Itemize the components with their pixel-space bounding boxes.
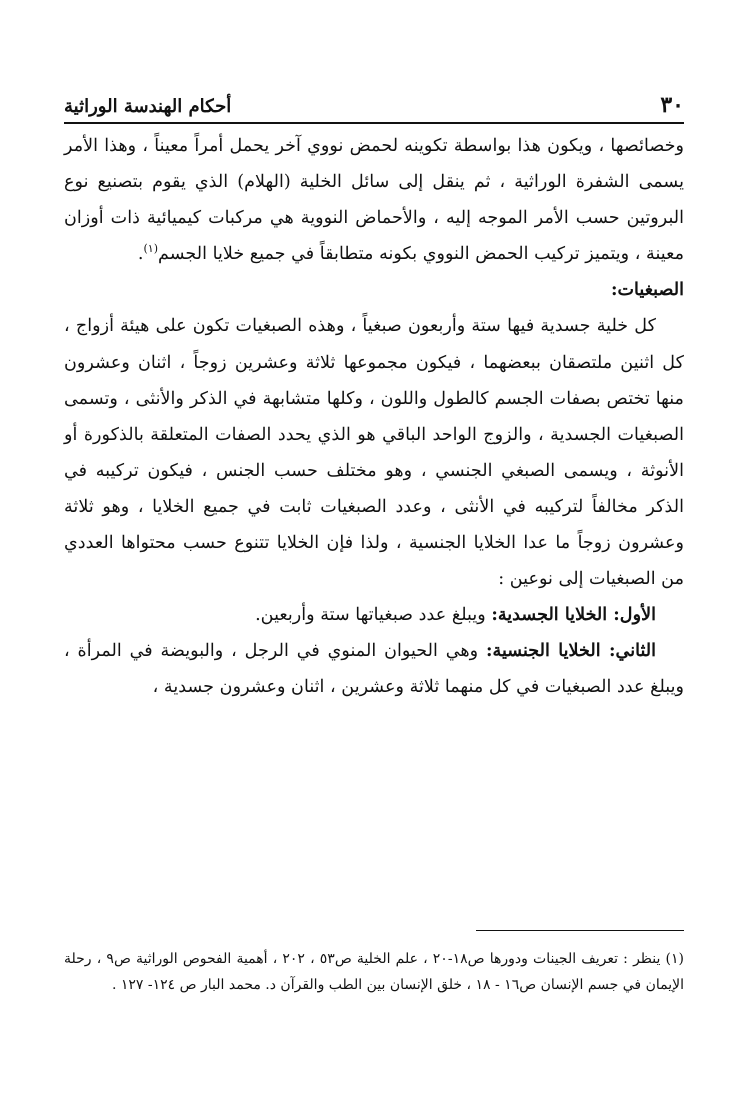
page-header [64, 82, 684, 124]
page-number: ٣٠ [660, 92, 684, 118]
footnote-divider [476, 930, 684, 931]
list-item-text: ويبلغ عدد صبغياتها ستة وأربعين. [255, 605, 492, 626]
list-item [64, 633, 684, 705]
running-title: أحكام الهندسة الوراثية [64, 96, 232, 117]
paragraph [64, 128, 684, 272]
list-item-text: وهي الحيوان المنوي في الرجل ، والبويضة في المرأة ، ويبلغ عدد الصبغيات في كل منهما ثلاثة وعشرين ، اثنان وعشرون جسدية ، [64, 641, 684, 698]
footnotes [64, 946, 684, 998]
list-item-term: الثاني: الخلايا الجنسية: [486, 640, 657, 662]
list-item [64, 597, 684, 633]
paragraph-text: وخصائصها ، ويكون هذا بواسطة تكوينه لحمض نووي آخر يحمل أمراً معيناً ، وهذا الأمر يسمى الشفرة الوراثية ، ثم ينقل إلى سائل الخلية (الهلام) الذي يقوم بتصنيع نوع البروتين حسب الأمر الموجه إليه ، والأحماض النووية هي مركبات كيميائية ذات أوزان معينة ، ويتميز تركيب الحمض النووي بكونه متطابقاً في جميع خلايا الجسم [64, 136, 684, 265]
footnote: (١) ينظر : تعريف الجينات ودورها ص١٨-٢٠ ، علم الخلية ص٥٣ ، ٢٠٢ ، أهمية الفحوص الوراثية ص٩ ، رحلة الإيمان في جسم الإنسان ص١٦ - ١٨ ، خلق الإنسان بين الطب والقرآن د. محمد البار ص ١٢٤- ١٢٧ . [64, 951, 685, 993]
footnote-reference: (١) [143, 242, 158, 256]
paragraph: كل خلية جسدية فيها ستة وأربعون صبغياً ، وهذه الصبغيات تكون على هيئة أزواج ، كل اثنين ملتصقان ببعضهما ، فيكون مجموعها ثلاثة وعشرين زوجاً ، اثنان وعشرون منها تختص بصفات الجسم كالطول واللون ، وكلها متشابهة في الذكر والأنثى ، وتسمى الصبغيات الجسدية ، والزوج الواحد الباقي هو الذي يحدد الصفات المتعلقة بالذكورة أو الأنوثة ، ويسمى الصبغي الجنسي ، وهو مختلف حسب الجنس ، فيكون تركيبه في الذكر مخالفاً لتركيبه في الأنثى ، وعدد الصبغيات ثابت في جميع الخلايا ، وهو ثلاثة وعشرون زوجاً ما عدا الخلايا الجنسية ، ولذا فإن الخلايا تتنوع حسب محتواها العددي من الصبغيات إلى نوعين : [64, 316, 684, 590]
paragraph-end: . [137, 244, 144, 265]
body-text [64, 128, 684, 706]
section-heading: الصبغيات: [610, 279, 684, 301]
list-item-term: الأول: الخلايا الجسدية: [491, 604, 656, 626]
